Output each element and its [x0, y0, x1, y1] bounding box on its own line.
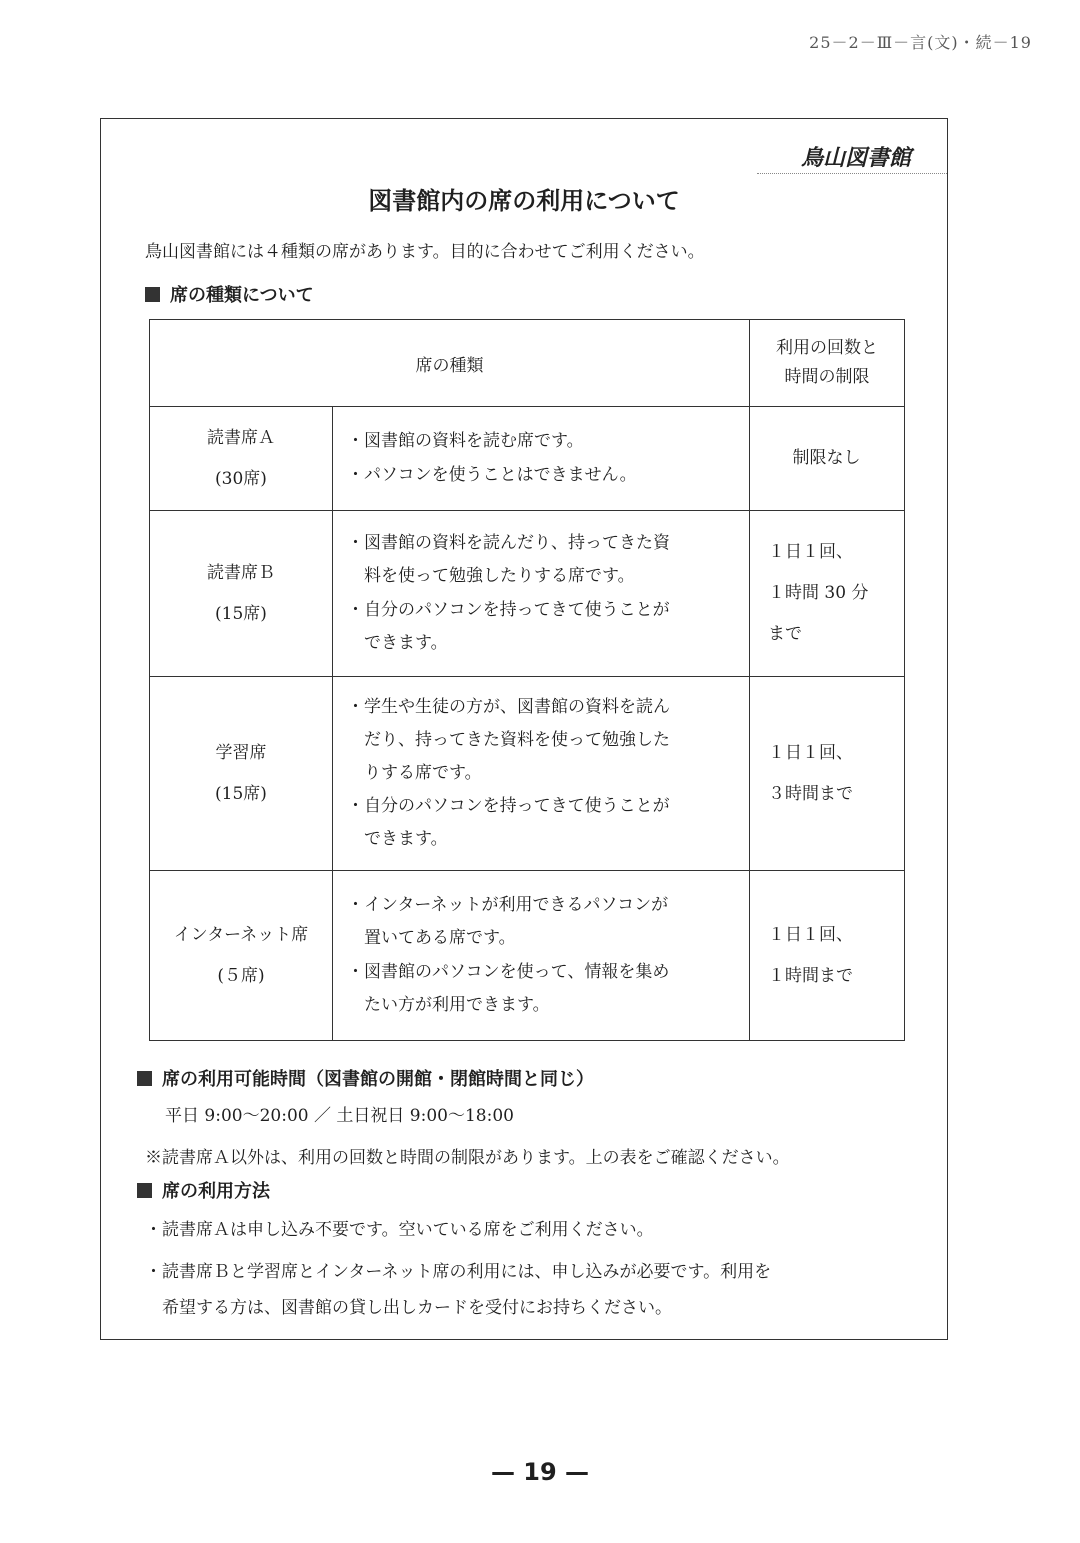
usage-item: 希望する方は、図書館の貸し出しカードを受付にお持ちください。: [145, 1298, 672, 1318]
seat-description-cell: [333, 407, 750, 511]
description-line: ・図書館の資料を読んだり、持ってきた資: [347, 533, 670, 554]
page-title: 図書館内の席の利用について: [368, 187, 680, 215]
table-row: [150, 871, 905, 1041]
intro-text: 鳥山図書館には４種類の席があります。目的に合わせてご利用ください。: [145, 242, 705, 262]
description-line: りする席です。: [347, 762, 482, 783]
seat-name: 読書席Ａ: [207, 427, 275, 448]
limit-line: 制限なし: [792, 448, 861, 469]
square-bullet-icon: [137, 1183, 152, 1198]
limit-note: ※読書席Ａ以外は、利用の回数と時間の制限があります。上の表をご確認ください。: [145, 1148, 790, 1168]
usage-limit-cell: [750, 677, 905, 871]
seat-name: 学習席: [215, 742, 267, 763]
table-row: [150, 677, 905, 871]
seat-count: (５席): [217, 965, 265, 986]
limit-line: １時間まで: [768, 965, 853, 986]
seat-name-cell: [150, 511, 333, 677]
usage-limit-cell: [750, 871, 905, 1041]
logo-underline: [757, 173, 947, 174]
square-bullet-icon: [145, 287, 160, 302]
limit-line: １日１回、: [768, 742, 853, 763]
table-header-row: [150, 320, 905, 407]
seat-description-cell: [333, 677, 750, 871]
description-line: だり、持ってきた資料を使って勉強した: [347, 729, 670, 750]
description-line: 置いてある席です。: [347, 928, 516, 949]
description-line: ・自分のパソコンを持ってきて使うことが: [347, 796, 670, 817]
section-heading-usage: [137, 1177, 270, 1203]
description-line: ・図書館のパソコンを使って、情報を集め: [347, 961, 670, 982]
description-line: できます。: [347, 632, 448, 653]
seat-name-cell: [150, 871, 333, 1041]
description-line: 料を使って勉強したりする席です。: [347, 566, 635, 587]
seat-count: (15席): [215, 783, 267, 804]
seat-types-table: [149, 319, 905, 1041]
limit-line: まで: [768, 623, 802, 644]
description-line: たい方が利用できます。: [347, 994, 550, 1015]
description-line: できます。: [347, 829, 448, 850]
square-bullet-icon: [137, 1071, 152, 1086]
library-logo: 鳥山図書館: [800, 146, 911, 171]
usage-limit-cell: [750, 511, 905, 677]
description-line: ・パソコンを使うことはできません。: [347, 464, 637, 485]
header-usage-limit: [750, 320, 905, 407]
description-line: ・自分のパソコンを持ってきて使うことが: [347, 599, 670, 620]
seat-count: (30席): [215, 468, 267, 489]
seat-description-cell: [333, 511, 750, 677]
seat-name: インターネット席: [173, 924, 309, 945]
description-line: ・図書館の資料を読む席です。: [347, 431, 584, 452]
section-heading-label: 席の種類について: [170, 285, 314, 306]
limit-line: １時間 30 分: [768, 583, 869, 604]
seat-count: (15席): [215, 603, 267, 624]
seat-description-cell: [333, 871, 750, 1041]
opening-hours: 平日 9:00〜20:00 ／ 土日祝日 9:00〜18:00: [165, 1106, 514, 1126]
description-line: ・インターネットが利用できるパソコンが: [347, 895, 669, 916]
section-heading-label: 席の利用方法: [162, 1181, 270, 1202]
description-line: ・学生や生徒の方が、図書館の資料を読ん: [347, 696, 670, 717]
usage-item: ・読書席Ａは申し込み不要です。空いている席をご利用ください。: [145, 1220, 654, 1240]
limit-line: ３時間まで: [768, 783, 853, 804]
notice-frame: [100, 118, 948, 1340]
header-seat-type: 席の種類: [150, 320, 750, 407]
seat-name-cell: [150, 407, 333, 511]
seat-name-cell: [150, 677, 333, 871]
page-number: — 19 —: [490, 1458, 590, 1486]
usage-item: ・読書席Ｂと学習席とインターネット席の利用には、申し込みが必要です。利用を: [145, 1262, 772, 1282]
document-code: 25－2－Ⅲ－言(文)・続－19: [809, 33, 1032, 52]
table-row: [150, 407, 905, 511]
header-limit-line: 利用の回数と: [776, 338, 878, 359]
header-limit-line: 時間の制限: [784, 367, 870, 387]
usage-limit-cell: [750, 407, 905, 511]
section-heading-hours: [137, 1065, 594, 1091]
table-row: [150, 511, 905, 677]
seat-name: 読書席Ｂ: [207, 562, 275, 583]
section-heading-types: [145, 281, 314, 307]
section-heading-label: 席の利用可能時間（図書館の開館・閉館時間と同じ）: [162, 1069, 594, 1090]
limit-line: １日１回、: [768, 924, 853, 945]
limit-line: １日１回、: [768, 542, 853, 563]
